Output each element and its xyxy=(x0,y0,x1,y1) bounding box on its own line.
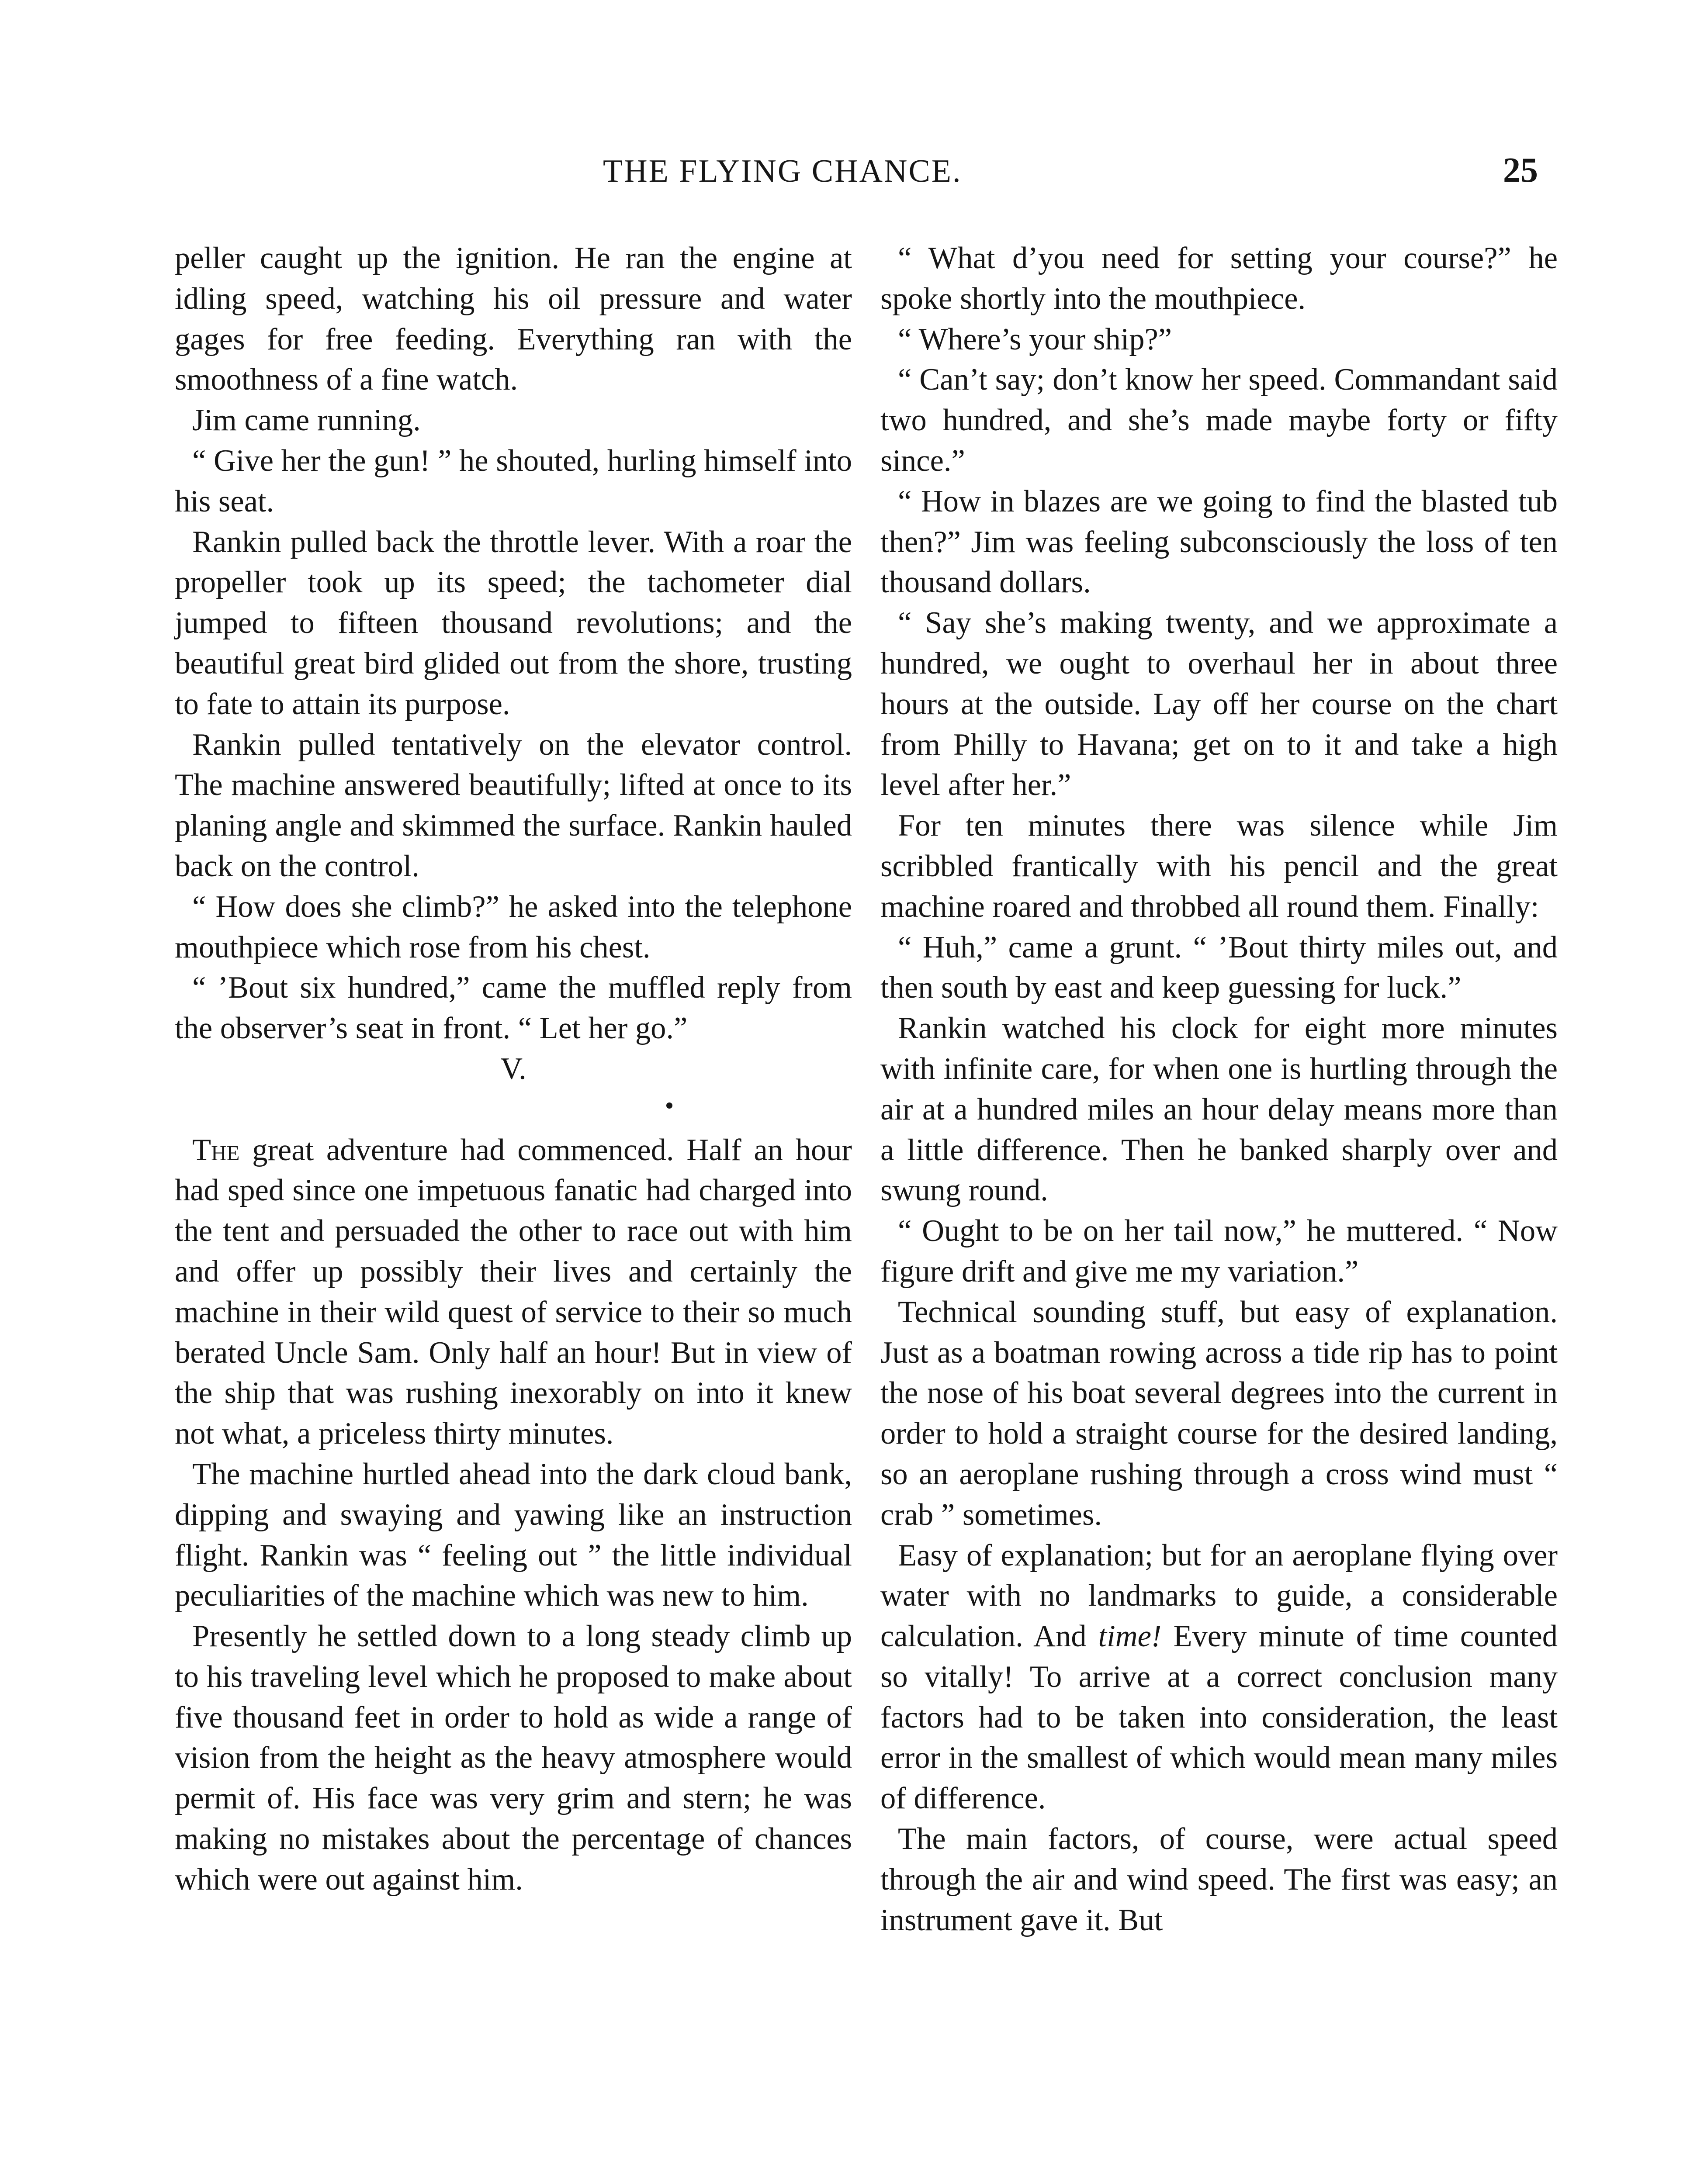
left-column xyxy=(175,238,852,1900)
paragraph xyxy=(175,1130,852,1454)
paragraph: “ Ought to be on her tail now,” he muttered. “ Now figure drift and give me my variation.” xyxy=(880,1214,1558,1289)
paragraph: Rankin watched his clock for eight more minutes with infinite care, for when one is hurtling through the air at a hundred miles an hour delay means more than a little difference. Then he banked sharply over and swung round. xyxy=(880,1011,1558,1208)
paragraph: Rankin pulled back the throttle lever. With a roar the propeller took up its speed; the tachometer dial jumped to fifteen thousand revolutions; and the beautiful great bird glided out from the shore, trusting to fate to attain its purpose. xyxy=(175,525,852,721)
paragraph: “ Can’t say; don’t know her speed. Commandant said two hundred, and she’s made maybe forty or fifty since.” xyxy=(880,363,1558,478)
right-column xyxy=(880,238,1558,1940)
section-ornament-dot xyxy=(175,1089,852,1130)
section-heading: V. xyxy=(500,1051,526,1086)
paragraph-text: Easy of explanation; but for an aeroplane flying over water with no landmarks to guide, a considerable calculation. And xyxy=(880,1538,1558,1654)
paragraph: Rankin pulled tentatively on the elevator control. The machine answered beautifully; lifted at once to its planing angle and skimmed the surface. Rankin hauled back on the control. xyxy=(175,727,852,883)
paragraph-lead-word: The xyxy=(192,1133,240,1167)
paragraph: “ How in blazes are we going to find the blasted tub then?” Jim was feeling subconsciously the loss of ten thousand dollars. xyxy=(880,484,1558,600)
paragraph: “ Huh,” came a grunt. “ ’Bout thirty miles out, and then south by east and keep guessing for luck.” xyxy=(880,930,1558,1005)
paragraph: Jim came running. xyxy=(192,403,421,438)
page-number: 25 xyxy=(1503,151,1538,190)
emphasis-text: time! xyxy=(1098,1619,1162,1654)
paragraph: “ What d’you need for setting your course?” he spoke shortly into the mouthpiece. xyxy=(880,241,1558,316)
paragraph-text: Every minute of time counted so vitally! To arrive at a correct conclusion many factors had to be taken into consideration, the least error in the smallest of which would mean many miles of difference. xyxy=(880,1619,1558,1816)
paragraph xyxy=(880,1535,1558,1819)
paragraph: For ten minutes there was silence while Jim scribbled frantically with his pencil and the great machine roared and throbbed all round them. Finally: xyxy=(880,809,1558,924)
paragraph: The machine hurtled ahead into the dark cloud bank, dipping and swaying and yawing like an instruction flight. Rankin was “ feeling out ” the little individual peculiarities of the machine which was new to him. xyxy=(175,1457,852,1613)
paragraph: “ Give her the gun! ” he shouted, hurling himself into his seat. xyxy=(175,443,852,518)
paragraph: Technical sounding stuff, but easy of explanation. Just as a boatman rowing across a tide rip has to point the nose of his boat several degrees into the current in order to hold a straight course for the desired landing, so an aeroplane rushing through a cross wind must “ crab ” sometimes. xyxy=(880,1295,1558,1532)
paragraph: Presently he settled down to a long steady climb up to his traveling level which he proposed to make about five thousand feet in order to hold as wide a range of vision from the height as the heavy atmosphere would permit of. His face was very grim and stern; he was making no mistakes about the percentage of chances which were out against him. xyxy=(175,1619,852,1897)
paragraph: “ ’Bout six hundred,” came the muffled reply from the observer’s seat in front. “ Let her go.” xyxy=(175,971,852,1046)
paragraph-text: great adventure had commenced. Half an hour had sped since one impetuous fanatic had charged into the tent and persuaded the other to race out with him and offer up possibly their lives and certainly the machine in their wild quest of service to their so much berated Uncle Sam. Only half an hour! But in view of the ship that was rushing inexorably on into it knew not what, a priceless thirty minutes. xyxy=(175,1133,852,1451)
running-title: THE FLYING CHANCE. xyxy=(603,153,962,189)
paragraph: “ How does she climb?” he asked into the telephone mouthpiece which rose from his chest. xyxy=(175,889,852,964)
paragraph: “ Say she’s making twenty, and we approximate a hundred, we ought to overhaul her in about three hours at the outside. Lay off her course on the chart from Philly to Havana; get on to it and take a high level after her.” xyxy=(880,606,1558,802)
paragraph: “ Where’s your ship?” xyxy=(898,322,1172,356)
paragraph: peller caught up the ignition. He ran the engine at idling speed, watching his oil pressure and water gages for free feeding. Everything ran with the smoothness of a fine watch. xyxy=(175,241,852,397)
paragraph: The main factors, of course, were actual speed through the air and wind speed. The first was easy; an instrument gave it. But xyxy=(880,1822,1558,1937)
